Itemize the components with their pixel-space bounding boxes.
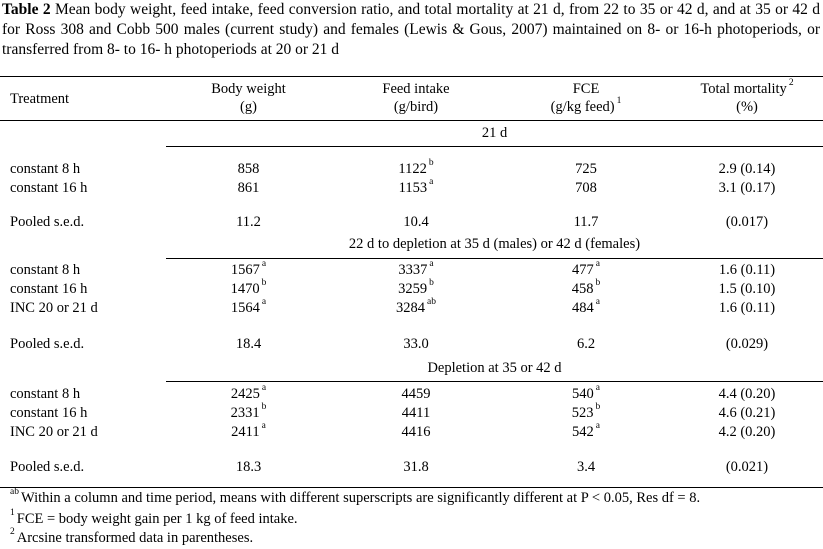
section-rule — [166, 146, 823, 147]
row-fce: 458 $^b$ — [571, 278, 601, 297]
pooled-feed-intake: 10.4 — [403, 214, 429, 230]
pooled-label: Pooled s.e.d. — [10, 214, 85, 230]
row-mortality: 1.6 (0.11) — [718, 262, 776, 278]
row-fce: 708 — [575, 180, 597, 196]
row-body-weight: 861 — [237, 180, 260, 196]
bottom-rule — [0, 487, 823, 488]
row-body-weight: 1564 $^a$ — [230, 297, 267, 316]
pooled-mortality: (0.021) — [725, 459, 769, 475]
row-feed-intake: 1153 $^a$ — [398, 177, 434, 196]
header-rule — [0, 120, 823, 121]
row-body-weight: 2411 $^a$ — [231, 421, 266, 440]
row-feed-intake: 4411 — [401, 405, 431, 421]
row-fce: 484 $^a$ — [572, 297, 600, 316]
row-feed-intake: 1122 $^b$ — [398, 158, 434, 177]
row-body-weight: 1567 $^a$ — [230, 259, 267, 278]
pooled-fce: 11.7 — [573, 214, 599, 230]
caption-text: Mean body weight, feed intake, feed conversion ratio, and total mortality at 21 d, from 22 to 35 or 42 d, and at 35 or 42 d for Ross 308 and Cobb 500 males (current study) and females (Lewis & Gous, 2007) maintained on 8- or 16-h photoperiods, or transferred from 8- to 16- h photoperiods at 20 or 21 d — [2, 1, 821, 58]
section-title: 21 d — [481, 125, 508, 141]
pooled-label: Pooled s.e.d. — [10, 336, 85, 352]
row-treatment: constant 8 h — [10, 262, 81, 278]
row-feed-intake: 3259 $^b$ — [398, 278, 434, 297]
pooled-body-weight: 18.4 — [235, 336, 262, 352]
table-caption — [2, 0, 820, 60]
row-body-weight: 2425 $^a$ — [230, 383, 267, 402]
row-mortality: 2.9 (0.14) — [718, 161, 776, 177]
pooled-feed-intake: 31.8 — [403, 459, 429, 475]
row-fce: 540 $^a$ — [572, 383, 600, 402]
row-treatment: INC 20 or 21 d — [10, 424, 98, 440]
pooled-fce: 3.4 — [576, 459, 596, 475]
row-treatment: INC 20 or 21 d — [10, 300, 98, 316]
row-body-weight: 2331 $^b$ — [230, 402, 267, 421]
section-rule — [166, 381, 823, 382]
row-body-weight: 858 — [237, 161, 260, 177]
row-treatment: constant 16 h — [10, 281, 88, 297]
row-mortality: 4.2 (0.20) — [718, 424, 776, 440]
pooled-body-weight: 18.3 — [235, 459, 262, 475]
section-title: Depletion at 35 or 42 d — [427, 360, 562, 376]
row-body-weight: 1470 $^b$ — [230, 278, 267, 297]
header-feed-intake: Feed intake (g/bird) — [382, 81, 450, 115]
pooled-feed-intake: 33.0 — [403, 336, 429, 352]
row-treatment: constant 16 h — [10, 405, 88, 421]
row-treatment: constant 16 h — [10, 180, 88, 196]
header-treatment: Treatment — [10, 91, 70, 107]
row-mortality: 4.6 (0.21) — [718, 405, 776, 421]
row-mortality: 4.4 (0.20) — [718, 386, 776, 402]
pooled-mortality: (0.017) — [725, 214, 769, 230]
row-feed-intake: 4459 — [401, 386, 431, 402]
row-mortality: 1.6 (0.11) — [718, 300, 776, 316]
pooled-fce: 6.2 — [576, 336, 596, 352]
row-feed-intake: 3337 $^a$ — [398, 259, 434, 278]
row-treatment: constant 8 h — [10, 386, 81, 402]
pooled-mortality: (0.029) — [725, 336, 769, 352]
row-mortality: 3.1 (0.17) — [718, 180, 776, 196]
header-fce: FCE (g/kg feed) $^1$ — [550, 81, 622, 115]
row-feed-intake: 3284 $^{ab}$ — [396, 297, 436, 316]
footnote: $^{ab}$ Within a column and time period, means with different superscripts are significantly different at P < 0.05, Res df = 8. — [10, 487, 701, 506]
footnote: $^1$ FCE = body weight gain per 1 kg of feed intake. — [10, 508, 298, 527]
row-fce: 725 — [575, 161, 597, 177]
header-body-weight: Body weight (g) — [211, 81, 286, 115]
row-mortality: 1.5 (0.10) — [718, 281, 776, 297]
section-title: 22 d to depletion at 35 d (males) or 42 d (females) — [348, 236, 641, 252]
row-feed-intake: 4416 — [401, 424, 431, 440]
pooled-label: Pooled s.e.d. — [10, 459, 85, 475]
row-fce: 477 $^a$ — [572, 259, 600, 278]
row-fce: 542 $^a$ — [572, 421, 600, 440]
footnote: $^2$ Arcsine transformed data in parentheses. — [10, 527, 254, 546]
table-label: Table 2 — [2, 1, 51, 18]
pooled-body-weight: 11.2 — [236, 214, 261, 230]
top-rule — [0, 76, 823, 77]
row-fce: 523 $^b$ — [571, 402, 601, 421]
header-total-mortality: Total mortality $^2$ (%) — [700, 78, 794, 115]
row-treatment: constant 8 h — [10, 161, 81, 177]
